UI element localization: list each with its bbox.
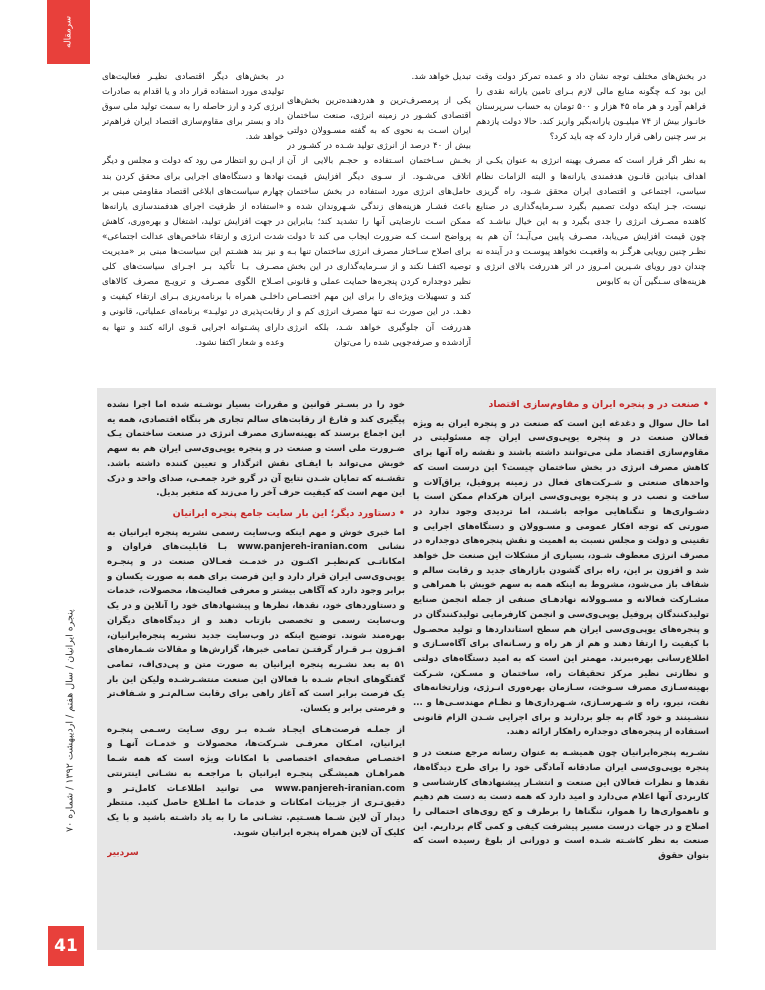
author-signature: سردبیر — [107, 848, 139, 859]
article-column-2 — [287, 70, 471, 386]
section-heading: • صنعت در و پنجره ایران و مقاوم‌سازی اقتصاد — [488, 399, 709, 410]
paragraph: اما خبری خوش و مهم اینکه وب‌سایت رسمی نشریه پنجره ایرانیان به نشانی www.panjereh-iranian.com بـا قابلیت‌های فراوان و امکاناتـی کم‌نظیـر اکنـون در خدمـت فعـالان صنعت در و پنجـره یوپی‌وی‌سی ایران قرار دارد و این فرصت برای همه به صورت یکسان و برابر وجود دارد که آگاهی بیشتر و معرفی فعالیت‌ها، محصولات، خدمات و دستاوردهای خود، نقدها، نظرها و پیشنهادهای خود را آنلاین و در یک وب‌سایت رسمی و تخصصی بازتاب دهند و از دیدگاه‌های دیگران بهره‌مند شوند. توضیح اینکه در وب‌سایت جدید نشریه پنجره‌ایرانیان، افـزون بـر قـرار گرفتـن تمامی خبرها، گزارش‌ها و مقالات شـماره‌های ۵۱ به بعد نشـریه پنجره ایرانیان به صورت متن و پی‌دی‌اف، تمامی گفتگوهای انجام شـده با فعالان این صنعت منتشـرشـده ولیکن این بار یک فرصت برابر است که آغاز راهی برای رقابت سـالم‌تـر و شـفاف‌تر و فرصتی برابر و یکسان. — [107, 527, 405, 715]
box-column-right — [413, 398, 709, 943]
side-margin-strip — [47, 64, 90, 990]
page-number: 41 — [48, 926, 84, 966]
sidebar-box — [97, 388, 716, 950]
paragraph: اما حال سوال و دغدغه این است که صنعت در و پنجره ایران به ویژه فعالان صنعت در و پنجره یوپی‌وی‌سی ایران چه مسئولیتی در مقاوم‌سازی اقتصاد ملی می‌توانند داشته باشند و نقشه راه آنها برای کاهش مصرف انرژی در بخش ساختمان چیست؟ این درست است که واحدهای صنعتی و شـرکت‌های فعال در زمینه پروفیل، یراق‌آلات و ساخت و نصب در و پنجره یوپی‌وی‌سی ایران هرکدام ممکن است با دشـواری‌ها و تنگناهایی مواجه باشـند، اما تردیدی وجود ندارد در صورتی که توجه افکار عمومی و مسـوولان و دستگاه‌های اجرایی و تقنینی و دولت و مجلس نسبت به اهمیت و نقش پنجره‌های دوجداره در مصرف انرژی معطوف شـود، بسیاری از مشکلات این صنعت حل خواهد شد و افزون بر این، راه برای گشودن بازارهای جدید و رقابت سالم و شفاف باز می‌شود، مشروط به اینکه همه به سهم خویش با همراهی و مشـارکت فعالانه و مسـوولانه نهادهـای صنفی از جمله انجمن صنایع تولیدکنندگان پروفیل یوپی‌وی‌سی و انجمن کارفرمایی تولیدکنندگان در و پنجره‌های یوپی‌وی‌سی ایران هم سطح استانداردها و تولید محصـول با کیفیت را ارتقا دهند و هم از هر راه و رسـانه‌ای برای آگاه‌سـازی و اطلاع‌رسانی بهره‌ببرند. مهمتر این است که به امید دستگاه‌های دولتی و نظارتی نظیر مرکز تحقیقات راه، ساختمان و مسـکن، شـرکت بهینه‌سـازی مصرف سـوخت، سـازمان بهره‌وری انـرژی، وزارتخانه‌های نفت، نیرو، راه و شـهرسـازی، شـهرداری‌ها و نظـام مهندسـی‌ها و ... ننشـینند و خود گام به جلو بردارند و برای اجرایی شـدن الزام قانونی استفاده از پنجره‌های دوجداره راهکار ارائه دهند. — [413, 418, 709, 738]
paragraph: به نظر اگر قرار است که مصرف بهینه انرژی به عنوان یکـی از اهداف بنیادین قانـون هدفمندی یارانه‌ها و البته الزامات نظام سیاسی، اجتماعی و اقتصادی ایران محقق شـود، راه گریزی نیست، جـز اینکه دولت تصمیم بگیرد سـرمایه‌گذاری در صنایع کاهنده مصـرف انرژی را جدی بگیرد و به این خیال نباشـد که چون قیمت افزایش می‌یابد، مصـرف پایین می‌آیـد؛ آن هم به نظـر چنین رویایی هرگـز به واقعیـت نخواهد پیوسـت و در آینده نه چندان دور رویای شـیرین امـروز در اثر هدررفت بالای انرژی و هزینه‌های سـنگین آن به کابوس — [476, 156, 706, 288]
article-body — [102, 70, 714, 384]
section-tab-label: سرمقاله — [63, 15, 74, 49]
section-heading: • دستاورد دیگر؛ این بار سایت جامع پنجره ایرانیان — [172, 507, 405, 519]
section-tab — [47, 0, 90, 64]
paragraph: در بخش‌های دیگر اقتصادی نظیـر فعالیت‌های تولیدی مورد استفاده قرار داد و یا اقدام به صادرات انرژی کرد و ارز حاصله را به سمت تولید ملی سوق داد و بستر برای مقاوم‌سازی اقتصاد ایران فراهم‌تر خواهد شد. — [102, 72, 284, 143]
box-column-left — [107, 398, 405, 943]
paragraph: از ایـن رو انتظار می رود که دولت و مجلس و دیگر نهادها و دستگاه‌های اجرایی برای محقق کردن بند چهارم سیاست‌های ابلاغی اقتصاد مقاومتی مبنی بر «استفاده از ظرفیت اجرای هدفمندسازی یارانه‌ها در جهت افزایش تولید، اشتغال و بهره‌وری، کاهش شدت انرژی و ارتقاء شاخص‌های عدالت اجتماعی» و نیز بند هشـتم این سیاست‌ها مبنی بر «مدیریت مصـرف بـا تأکید بـر اجـرای سیاست‌های کلی اصـلاح الگوی مصـرف و ترویـج مصرف کالاهای داخلـی همراه با برنامه‌ریزی بـرای ارتقاء کیفیت و رقابت‌پذیری در تولیـد» برنامه‌ای عملیاتی، قانونی و دارای پشـتوانه اجرایی قـوی ارائه کنند و تنها به وعده و شعار اکتفا نشود. — [102, 156, 284, 348]
issue-info: پنجره ایرانیان / سال هفتم / اردیبهشت ۱۳۹۲ / شماره ۷۰ — [64, 609, 76, 832]
article-column-1 — [476, 70, 706, 386]
paragraph: تبدیل خواهد شد. — [411, 72, 471, 82]
paragraph: یکی از پرمصرف‌ترین و هدردهنده‌ترین بخش‌های اقتصادی کشـور در زمینه انرژی، صنعت ساختمان ایران اسـت به نحوی که به گفته مسـوولان دولتی بیش از ۴۰ درصد از انرژی تولید شـده در کشـور در بخـش سـاختمان اسـتفاده و حجـم بالایی از آن اتلاف می‌شـود. از سـوی دیگر افزایش قیمت حامل‌های انرژی مورد استفاده در بخش ساختمان باعث فشـار هزینه‌های زندگی شـهروندان شده و ممکن اسـت نارضایتی آنها را تشدید کند؛ بنابراین پرواضح اسـت کـه ضرورت ایجاب می کند تا دولت برای اصلاح سـاختار مصرف انرژی ساختمان تنها بـه توصیه اکتفـا نکند و از سـرمایه‌گذاری در این بخش نظیر دوجداره کردن پنجره‌ها حمایت عملی و قانونی کند و تسهیلات ویژه‌ای را برای این مهم اختصـاص دهـد. در این صورت نـه تنها مصرف انرژی کم و از هدررفت آن جلوگیری خواهد شـد، بلکه انرژی آزادشده و صرفه‌جویی شده را می‌توان — [287, 96, 471, 348]
article-column-3 — [102, 70, 284, 386]
paragraph: از جملـه فرصت‌هـای ایجـاد شـده بـر روی سـایت رسـمی پنجـره ایرانیان، امـکان معرفـی شـرکت‌ها، محصولات و خدمـات آنهـا و اختصـاص صفحه‌ای اختصاصی با امکانات ویژه است که همه شـما همراهـان همیشـگی پنجـره ایرانیان با مراجعـه به نشـانی اینترنتی www.panjereh-iranian.com می توانید اطلاعـات کامل‌تـر و دقیق‌تـری از جزییات امکانات و خدمات ما اطـلاع حاصل کنید. منتظر دیدار آن لاین شـما هسـتیم. تشـانی ما را به یاد داشـته باشید و با یک کلیک آن لاین همراه پنجره ایرانیان شوید. — [107, 724, 405, 838]
paragraph: خود را در بسـتر قوانین و مقررات بسیار نوشـته شده اما اجرا نشده پیگیری کند و فارغ از رقابت‌های سالم تجاری هر بنگاه اقتصادی، همه یه این اجماع برسند که بهینه‌سازی مصرف انرژی در صنعت ساختمان یـک ضـرورت ملی است و صنعت در و پنجره یوپی‌وی‌سی ایران هم به سهم خویش می‌تواند با ایفـای نقش اثرگذار و تعیین کننده داشته باشد. تقشـنه که تمایان شـدن نتایج آن در گرو خرد جمعـی، صدای واحد و درک این مهم است که کیفیت حرف آخر را می‌زند که متغیر بدیل. — [107, 400, 405, 499]
paragraph: نشـریه پنجره‌ایرانیان چون همیشـه به عنوان رسانه مرجع صنعت در و پنجره یوپی‌وی‌سی ایران صادقانه آمادگی خود را برای طرح دیدگاه‌ها، نقدها و نظرات فعالان این صنعت و انتشـار پیشنهادهای کارشناسی و کاربردی آنها اعلام می‌دارد و امید دارد که همه دست به دست هم دهیم و ناهمواری‌ها را هموار، تنگناها را برطرف و کج روی‌های احتمالی را اصلاح و در جهات درست مسیر پیشرفت کیفی و کمی گام برداریم. این صنعت به نظر کاشـته شـده است و دورانی از بلوغ رسیده است که بتوان حقوق — [413, 748, 709, 862]
paragraph: در بخش‌های مختلف توجه نشان داد و عمده تمرکز دولت وقت این بود کـه چگونه منابع مالی لازم بـرای تامین یارانه نقدی را فراهم آورد و هر ماه ۴۵ هزار و ۵۰۰ تومان به حساب سرپرستان خانـوار بیش از ۷۴ میلیـون یارانه‌بگیر واریز کند. حالا دولت یازدهم بر سر چنین راهی قرار دارد که چه باید کرد؟ — [476, 72, 706, 143]
